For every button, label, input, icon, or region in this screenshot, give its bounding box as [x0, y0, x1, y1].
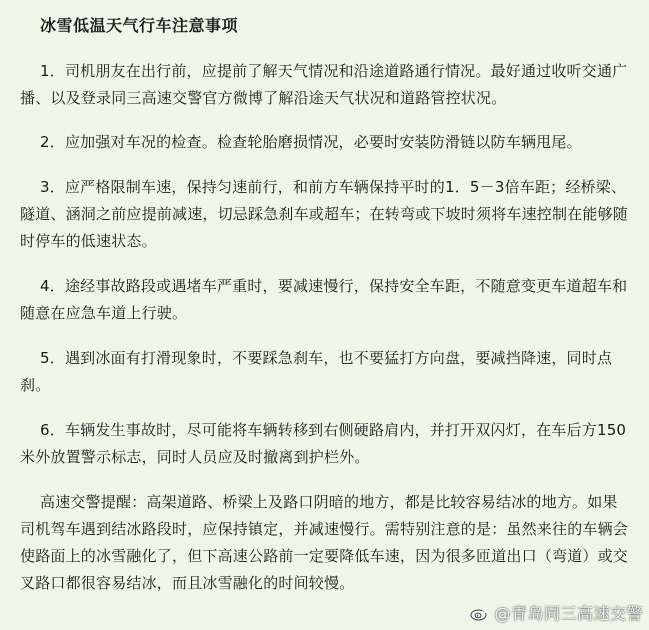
weibo-watermark — [470, 601, 643, 624]
weibo-icon — [470, 605, 490, 621]
watermark-text: @青岛同三高速交警 — [494, 604, 643, 623]
paragraph-reminder: 高速交警提醒：高架道路、桥梁上及路口阴暗的地方，都是比较容易结冰的地方。如果司机驾车遇到结冰路段时，应保持镇定，并减速慢行。需特别注意的是：虽然来往的车辆会使路面上的冰雪融化了，但下高速公路前一定要降低车速，因为很多匝道出口（弯道）或交叉路口都很容易结冰，而且冰雪融化的时间较慢。 — [20, 493, 629, 592]
paragraph-3: 3．应严格限制车速，保持匀速前行，和前方车辆保持平时的1．5－3倍车距；经桥梁、隧道、涵洞之前应提前减速，切忌踩急刹车或超车；在转弯或下坡时须将车速控制在能够随时停车的低速状态。 — [20, 178, 629, 250]
paragraph-1: 1．司机朋友在出行前，应提前了解天气情况和沿途道路通行情况。最好通过收听交通广播、以及登录同三高速交警官方微博了解沿途天气状况和道路管控状况。 — [20, 62, 628, 107]
paragraph-4: 4．途经事故路段或遇堵车严重时，要减速慢行，保持安全车距，不随意变更车道超车和随意在应急车道上行驶。 — [20, 277, 628, 322]
paragraph-5: 5．遇到冰面有打滑现象时，不要踩急刹车，也不要猛打方向盘，要减挡降速，同时点刹。 — [20, 349, 613, 394]
document-title: 冰雪低温天气行车注意事项 — [40, 16, 239, 35]
title-container — [20, 12, 238, 40]
paragraph-6: 6．车辆发生事故时，尽可能将车辆转移到右侧硬路肩内，并打开双闪灯，在车后方150米外放置警示标志，同时人员应及时撤离到护栏外。 — [20, 421, 627, 466]
paragraph-2: 2．应加强对车况的检查。检查轮胎磨损情况，必要时安装防滑链以防车辆甩尾。 — [40, 133, 582, 151]
